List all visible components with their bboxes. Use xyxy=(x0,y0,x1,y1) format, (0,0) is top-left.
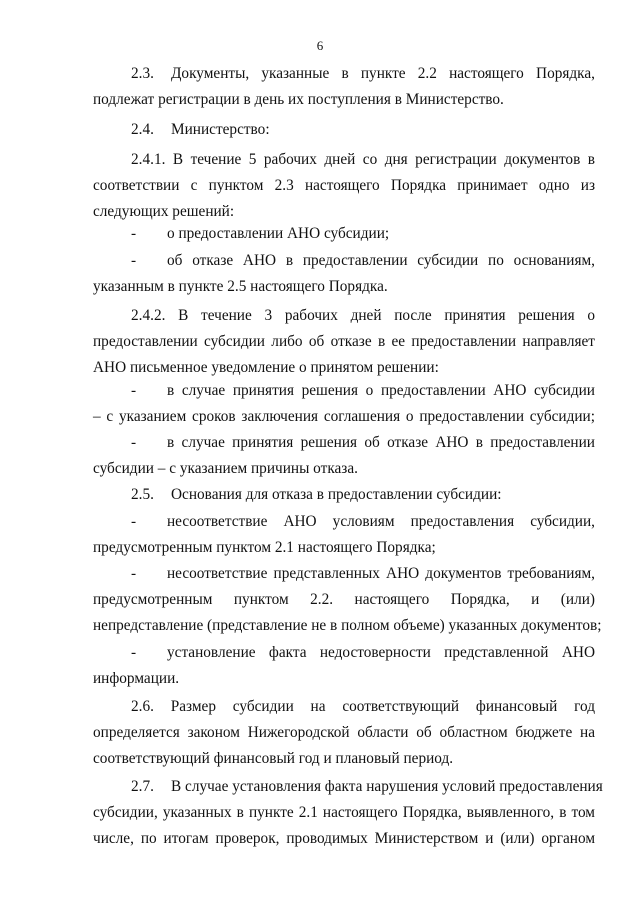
bullet-3-line-2: – с указанием сроков заключения соглашения о предоставлении субсидии; xyxy=(93,408,595,425)
paragraph-2-7-line-3: числе, по итогам проверок, проводимых Министерством и (или) органом xyxy=(93,830,595,847)
paragraph-2-4-1-line-3: следующих решений: xyxy=(93,203,235,220)
paragraph-2-6-line-1: 2.6. Размер субсидии на соответствующий финансовый год xyxy=(131,698,595,715)
paragraph-number: 2.3. xyxy=(131,65,154,82)
bullet-dash: - xyxy=(131,225,137,242)
paragraph-2-4: 2.4. Министерство: xyxy=(131,117,595,143)
paragraph-2-4-1-line-1: 2.4.1. В течение 5 рабочих дней со дня регистрации документов в xyxy=(131,151,595,168)
bullet-7-line-2: информации. xyxy=(93,670,180,687)
bullet-4-line-2: субсидии – с указанием причины отказа. xyxy=(93,460,358,477)
paragraph-2-7-line-1: 2.7. В случае установления факта нарушения условий предоставления xyxy=(131,774,595,800)
bullet-7-line-1: установление факта недостоверности представленной АНО xyxy=(167,644,595,661)
paragraph-2-3-line-1: 2.3. Документы, указанные в пункте 2.2 настоящего Порядка, xyxy=(131,61,595,87)
paragraph-2-4-2-line-3: АНО письменное уведомление о принятом решении: xyxy=(93,359,439,376)
page-number: 6 xyxy=(316,38,324,53)
bullet-dash: - xyxy=(131,382,137,399)
bullet-dash: - xyxy=(131,513,137,530)
paragraph-2-3-line-2: подлежат регистрации в день их поступления в Министерство. xyxy=(93,91,504,108)
bullet-6-line-1: несоответствие представленных АНО документов требованиям, xyxy=(167,565,595,582)
bullet-4-line-1: в случае принятия решения об отказе АНО в предоставлении xyxy=(167,434,595,451)
bullet-dash: - xyxy=(131,565,137,582)
paragraph-2-4-1-line-2: соответствии с пунктом 2.3 настоящего Порядка принимает одно из xyxy=(93,177,595,194)
paragraph-2-6-line-2: определяется законом Нижегородской области об областном бюджете на xyxy=(93,724,595,741)
bullet-dash: - xyxy=(131,644,137,661)
bullet-1-line-1: о предоставлении АНО субсидии; xyxy=(167,225,390,242)
paragraph-2-4-2-line-1: 2.4.2. В течение 3 рабочих дней после принятия решения о xyxy=(131,307,595,324)
bullet-6-line-3: непредставление (представление не в полном объеме) указанных документов; xyxy=(93,617,602,634)
paragraph-2-5: 2.5. Основания для отказа в предоставлении субсидии: xyxy=(131,482,595,508)
paragraph-2-4-2-line-2: предоставлении субсидии либо об отказе в ее предоставлении направляет xyxy=(93,333,595,350)
paragraph-number: 2.7. xyxy=(131,778,154,795)
bullet-dash: - xyxy=(131,434,137,451)
bullet-2-line-2: указанным в пункте 2.5 настоящего Порядка. xyxy=(93,278,388,295)
bullet-dash: - xyxy=(131,252,137,269)
bullet-6-line-2: предусмотренным пунктом 2.2. настоящего Порядка, и (или) xyxy=(93,591,595,608)
bullet-5-line-2: предусмотренным пунктом 2.1 настоящего Порядка; xyxy=(93,539,436,556)
bullet-5-line-1: несоответствие АНО условиям предоставления субсидии, xyxy=(167,513,595,530)
paragraph-number: 2.4. xyxy=(131,121,154,138)
bullet-2-line-1: об отказе АНО в предоставлении субсидии по основаниям, xyxy=(167,252,595,269)
bullet-3-line-1: в случае принятия решения о предоставлении АНО субсидии xyxy=(167,382,595,399)
paragraph-2-7-line-2: субсидии, указанных в пункте 2.1 настоящего Порядка, выявленного, в том xyxy=(93,804,595,821)
paragraph-number: 2.5. xyxy=(131,486,154,503)
paragraph-2-6-line-3: соответствующий финансовый год и плановый период. xyxy=(93,750,454,767)
